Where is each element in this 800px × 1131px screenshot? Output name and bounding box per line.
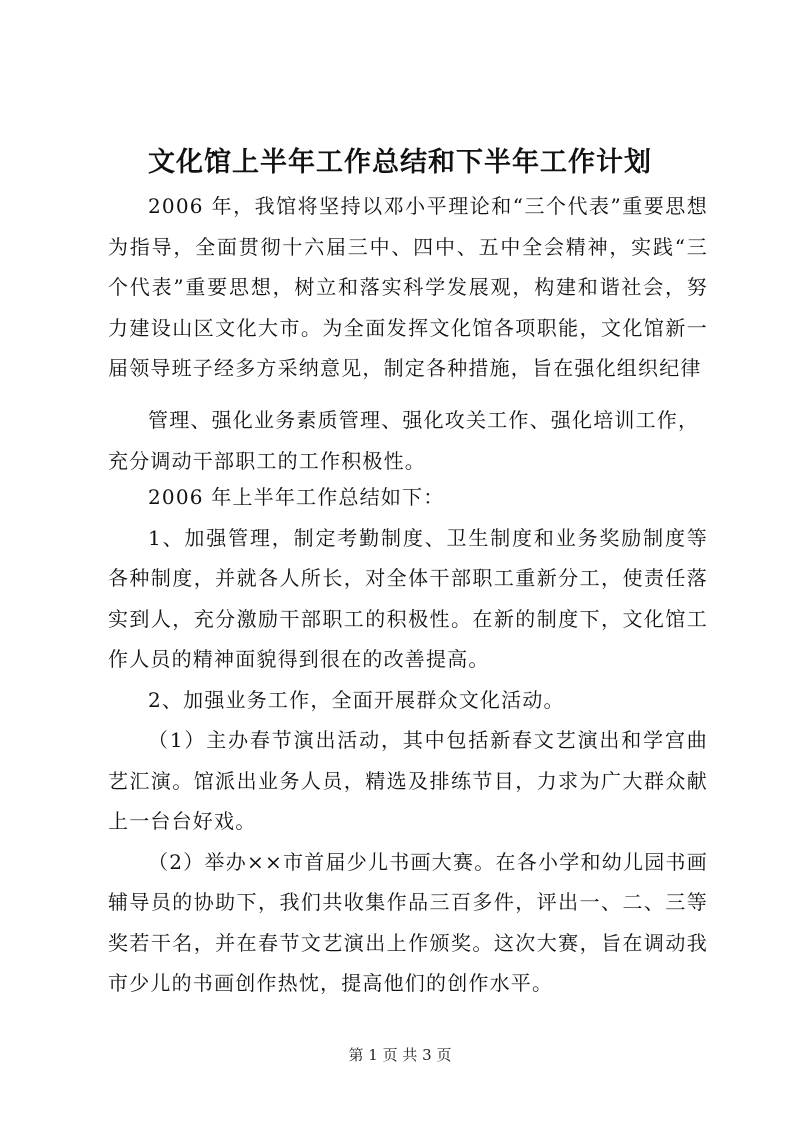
paragraph-summary-heading: 2006 年上半年工作总结如下： (148, 485, 445, 509)
page-number-footer: 第 1 页 共 3 页 (348, 1046, 452, 1064)
paragraph-item-2: 2、加强业务工作，全面开展群众文化活动。 (148, 687, 565, 712)
paragraph-intro-end: 充分调动干部职工的工作积极性。 (108, 448, 426, 473)
paragraph-intro-continued: 管理、强化业务素质管理、强化攻关工作、强化培训工作， (148, 408, 700, 432)
intro-continuation-block (108, 400, 708, 481)
intro-block (108, 186, 708, 389)
summary-block (108, 477, 708, 1004)
paragraph-subitem-2: （2）举办××市首届少儿书画大赛。在各小学和幼儿园书画辅导员的协助下，我们共收集作品三百多件，评出一、二、三等奖若干名，并在春节文艺演出上作颁奖。这次大赛，旨在调动我市少儿的书画创作热忱，提高他们的创作水平。 (108, 849, 708, 995)
document-title: 文化馆上半年工作总结和下半年工作计划 (148, 147, 652, 178)
paragraph-intro: 2006 年，我馆将坚持以邓小平理论和“三个代表”重要思想为指导，全面贯彻十六届三中、四中、五中全会精神，实践“三个代表”重要思想，树立和落实科学发展观，构建和谐社会，努力建设山区文化大市。为全面发挥文化馆各项职能，文化馆新一届领导班子经多方采纳意见，制定各种措施，旨在强化组织纪律 (108, 194, 708, 380)
paragraph-item-1: 1、加强管理，制定考勤制度、卫生制度和业务奖励制度等各种制度，并就各人所长，对全体干部职工重新分工，使责任落实到人，充分激励干部职工的积极性。在新的制度下，文化馆工作人员的精神面貌得到很在的改善提高。 (108, 525, 708, 671)
paragraph-subitem-1: （1）主办春节演出活动，其中包括新春文艺演出和学宫曲艺汇演。馆派出业务人员，精选及排练节目，力求为广大群众献上一台台好戏。 (108, 728, 708, 833)
